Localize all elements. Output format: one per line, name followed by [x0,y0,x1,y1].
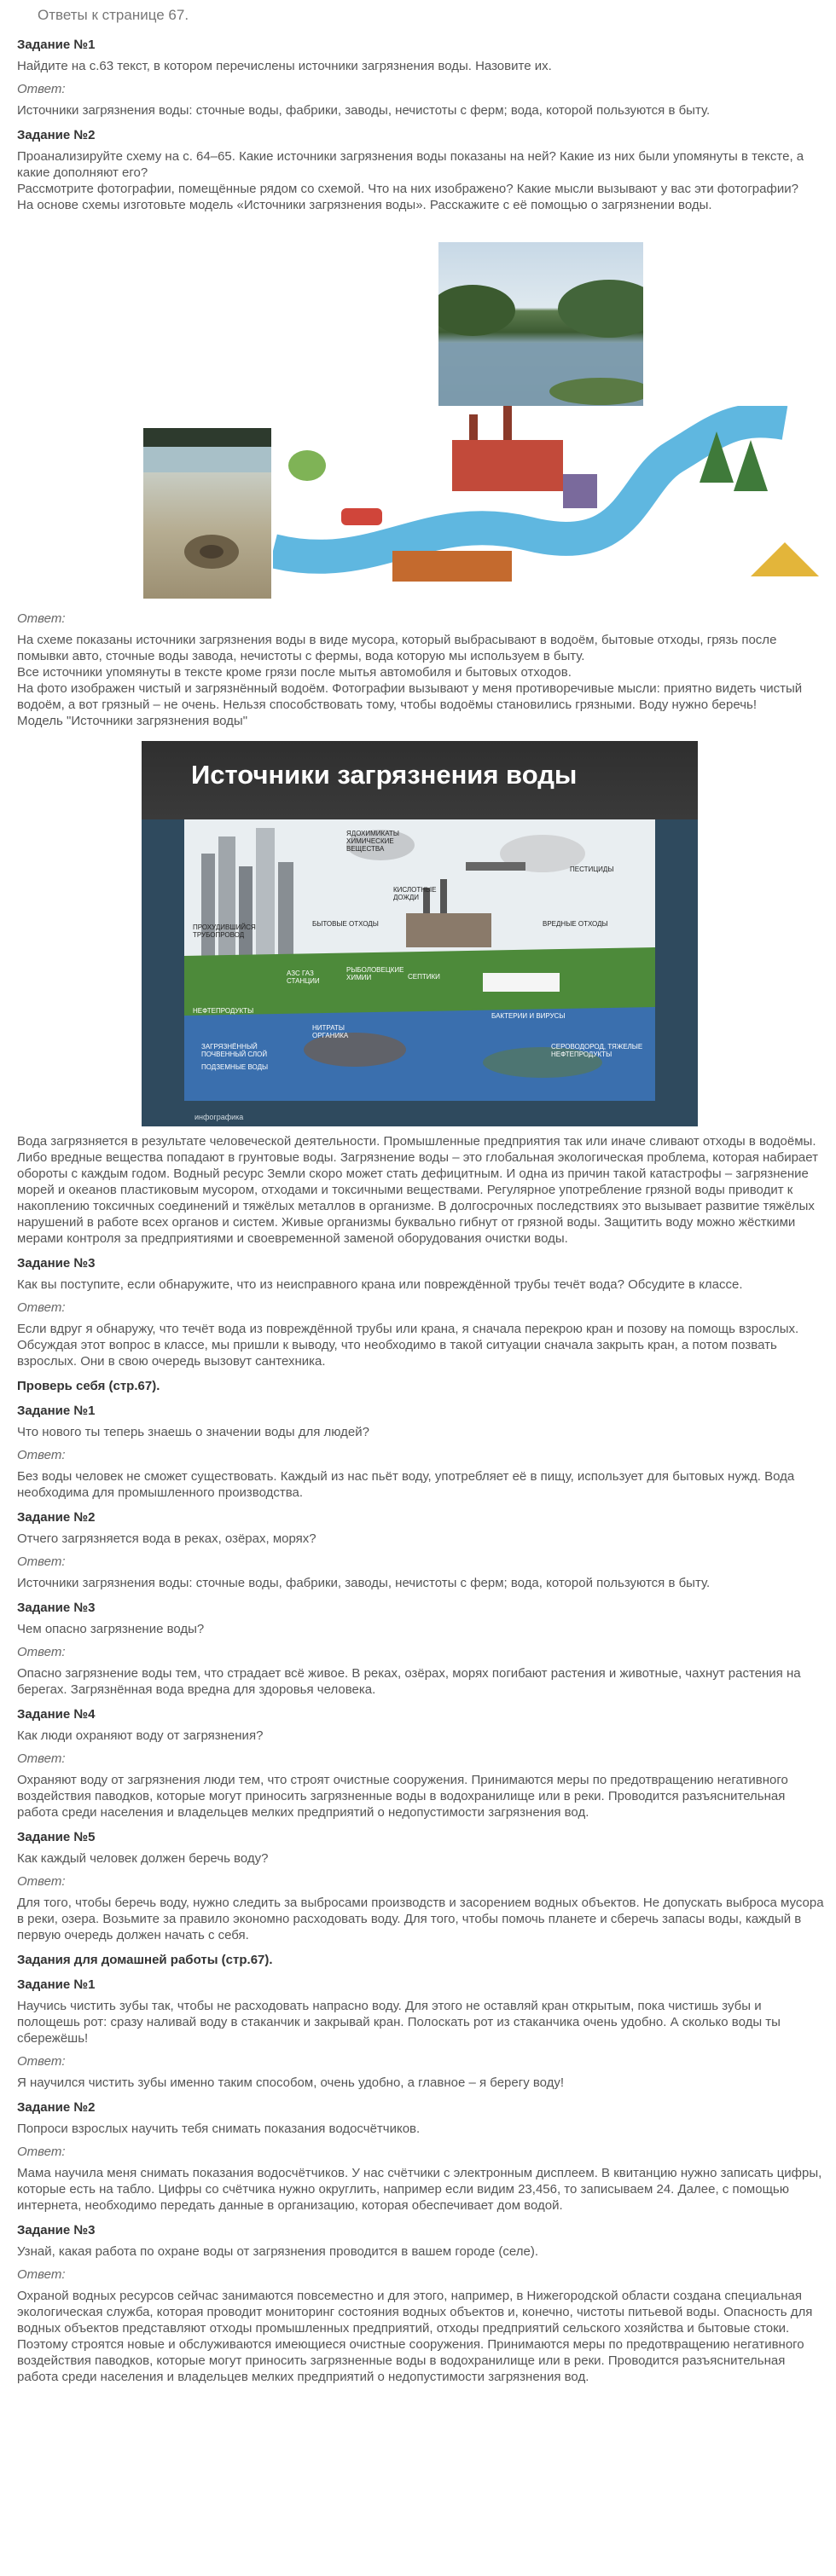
answer-line: Модель "Источники загрязнения воды" [17,714,248,728]
task-heading: Задание №1 [17,1977,96,1992]
task-text: Узнай, какая работа по охране воды от загрязнения проводится в вашем городе (селе). [17,2244,539,2259]
task-heading: Задание №1 [17,1404,96,1418]
section-heading: Проверь себя (стр.67). [17,1379,160,1393]
answer-label: Ответ: [17,2054,66,2069]
polluted-svg [143,428,271,599]
task-text: Чем опасно загрязнение воды? [17,1622,205,1636]
poster-label: БАКТЕРИИ И ВИРУСЫ [491,1012,566,1020]
section-heading: Задания для домашней работы (стр.67). [17,1953,273,1967]
answer-text: Источники загрязнения воды: сточные воды, фабрики, заводы, нечистоты с ферм; вода, которой пользуются в быту. [17,103,711,118]
poster-label: РЫБОЛОВЕЦКИЕ ХИМИИ [346,966,404,981]
task-text: Отчего загрязняется вода в реках, озёрах, морях? [17,1531,316,1546]
poster-label: СЕРОВОДОРОД, ТЯЖЕЛЫЕ НЕФТЕПРОДУКТЫ [551,1043,643,1058]
answer-text: Опасно загрязнение воды тем, что страдает всё живое. В реках, озёрах, морях погибают растения и животные, чахнут растения на берегах. Загрязнённая вода вредна для здоровья человека. [17,1666,801,1697]
answer-label: Ответ: [17,1645,66,1659]
task-text: Как каждый человек должен беречь воду? [17,1851,269,1866]
answer-label: Ответ: [17,611,66,626]
task-text: Научись чистить зубы так, чтобы не расходовать напрасно воду. Для этого не оставляй кран открытым, пока чистишь зубы и полощешь рот: сразу наливай воду в стаканчик и закрывай кран. Полоскать рот из стаканчика очень удобно. А сколько воды ты сбережёшь! [17,1999,781,2046]
poster-label: ЗАГРЯЗНЁННЫЙ ПОЧВЕННЫЙ СЛОЙ [201,1043,268,1058]
answer-line: Если вдруг я обнаружу, что течёт вода из повреждённой трубы или крана, я сначала перекрою кран и позову на помощь взрослых. [17,1322,799,1336]
answer-text: Охраняют воду от загрязнения люди тем, что строят очистные сооружения. Принимаются меры по предотвращению негативного воздействия паводков, которые могут приносить загрязненные воды в водохранилище или в реки. Проводится разъяснительная работа среди населения и владельцев мелких предприятий о недопустимости загрязнения вод. [17,1773,788,1820]
content [17,0,826,2390]
answer-line: На фото изображен чистый и загрязнённый водоём. Фотографии вызывают у меня противоречивые мысли: приятно видеть чистый водоём, а вот грязный – не очень. Нельзя способствовать тому, чтобы водоёмы становились грязными. Воду нужно беречь! [17,681,803,712]
poster-label: НЕФТЕПРОДУКТЫ [193,1007,254,1015]
answer-label: Ответ: [17,2267,66,2282]
answer-label: Ответ: [17,1874,66,1889]
answer-label: Ответ: [17,82,66,96]
poster-label: СЕПТИКИ [408,973,440,981]
answer-text: Мама научила меня снимать показания водосчётчиков. У нас счётчики с электронным дисплеем. В квитанцию нужно записать цифры, которые есть на табло. Цифры со счётчика нужно округлить, например если видим 23,456, то записываем 24. Далее, с помощью интернета, необходимо передать данные в организацию, которая обеспечивает дом водой. [17,2166,822,2213]
poster-footer: инфографика [194,1113,244,1121]
water-pollution-poster [142,741,698,1126]
task-text: Как люди охраняют воду от загрязнения? [17,1728,264,1743]
answer-label: Ответ: [17,1448,66,1462]
poster-art [184,819,655,1101]
task-heading: Задание №3 [17,1256,96,1271]
task-heading: Задание №3 [17,1601,96,1615]
task-line: Проанализируйте схему на с. 64–65. Какие источники загрязнения воды показаны на ней? Какие из них были упомянуты в тексте, а какие дополняют его? [17,149,804,180]
task-heading: Задание №3 [17,2223,96,2237]
task-heading: Задание №1 [17,38,96,52]
poster-label: ПОДЗЕМНЫЕ ВОДЫ [201,1063,269,1071]
clean-lake-svg [438,242,643,406]
task-heading: Задание №4 [17,1707,96,1722]
poster-label: БЫТОВЫЕ ОТХОДЫ [312,920,379,928]
answer-label: Ответ: [17,1751,66,1766]
answer-text: Охраной водных ресурсов сейчас занимаются повсеместно и для этого, например, в Нижегородской области создана специальная экологическая служба, которая проводит мониторинг состояния водных объектов и, конечно, чистоты питьевой воды. Опасность для водных объектов представляют отходы промышленных предприятий, отходы предприятий сельского хозяйства и бытовые стоки. Поэтому строятся новые и обслуживаются имеющиеся очистные сооружения. Принимаются меры по предотвращению негативного воздействия паводков, которые могут приносить загрязненные воды в водохранилище или в реки. Проводится разъяснительная работа среди населения и владельцев мелких предприятий о недопустимости загрязнения вод. [17,2289,813,2384]
task-heading: Задание №2 [17,1510,96,1525]
task-line: Рассмотрите фотографии, помещённые рядом со схемой. Что на них изображено? Какие мысли вызывают у вас эти фотографии? [17,182,798,196]
answer-text [17,1321,826,1369]
polluted-water-photo [143,428,271,599]
pollution-scheme-illustration [17,218,826,604]
answer-text: Без воды человек не сможет существовать. Каждый из нас пьёт воду, употребляет её в пищу, использует для бытовых нужд. Вода необходима для промышленного производства. [17,1469,795,1500]
answer-text [17,632,826,729]
poster-title: Источники загрязнения воды [191,760,578,790]
task-heading: Задание №2 [17,128,96,142]
task-heading: Задание №2 [17,2100,96,2115]
task-text: Как вы поступите, если обнаружите, что из неисправного крана или повреждённой трубы течёт вода? Обсудите в классе. [17,1277,743,1292]
answer-label: Ответ: [17,1554,66,1569]
poster-label: ПРОХУДИВШИЙСЯ ТРУБОПРОВОД [193,923,256,939]
page-title: Ответы к странице 67. [38,7,189,23]
answer-label: Ответ: [17,1300,66,1315]
task-heading: Задание №5 [17,1830,96,1844]
clean-lake-photo [438,242,643,406]
poster-panel [184,819,655,1101]
answer-text: Вода загрязняется в результате человеческой деятельности. Промышленные предприятия так или иначе сливают отходы в водоёмы. Либо вредные вещества попадают в грунтовые воды. Загрязнение воды – это глобальная экологическая проблема, которая набирает обороты с каждым годом. Водный ресурс Земли скоро может стать дефицитным. И одна из причин такой катастрофы – загрязнение морей и океанов пластиковым мусором, отходами и токсичными веществами. Регулярное употребление грязной воды приводит к накоплению токсичных соединений и тяжёлых металлов в организме. В долгосрочных последствиях это вызывает развитие тяжёлых нарушений в работе всех органов и систем. Живые организмы буквально гибнут от грязной воды. Защитить воду можно жёсткими мерами контроля за предприятиями и своевременной заменой оборудования очистки воды. [17,1134,818,1246]
task-text: Найдите на с.63 текст, в котором перечислены источники загрязнения воды. Назовите их. [17,59,552,73]
poster-label: ПЕСТИЦИДЫ [570,865,614,873]
poster-label: АЗС ГАЗ СТАНЦИИ [287,970,320,985]
answer-label: Ответ: [17,2145,66,2159]
answer-line: Все источники упомянуты в тексте кроме грязи после мытья автомобиля и бытовых отходов. [17,665,572,680]
poster-label: ВРЕДНЫЕ ОТХОДЫ [543,920,608,928]
task-line: На основе схемы изготовьте модель «Источники загрязнения воды». Расскажите с её помощью о загрязнении воды. [17,198,712,212]
answer-text: Источники загрязнения воды: сточные воды, фабрики, заводы, нечистоты с ферм; вода, которой пользуются в быту. [17,1576,711,1590]
answer-line: На схеме показаны источники загрязнения воды в виде мусора, который выбрасывают в водоём, бытовые отходы, грязь после помывки авто, сточные воды завода, нечистоты с фермы, вода которую мы используем в быту. [17,633,777,663]
poster-label: НИТРАТЫ ОРГАНИКА [312,1024,349,1039]
river-scheme-svg [273,406,836,602]
answer-text: Для того, чтобы беречь воду, нужно следить за выбросами производств и засорением водных объектов. Не допускать выброса мусора в реки, озера. Возьмите за правило экономно расходовать воду. Для того, чтобы помочь планете и сберечь запасы воды, каждый в первую очередь должен начать с себя. [17,1896,824,1942]
answer-line: Обсуждая этот вопрос в классе, мы пришли к выводу, что необходимо в такой ситуации сначала закрыть кран, а потом позвать взрослых. Они в свою очередь вызовут сантехника. [17,1338,777,1369]
task-text: Что нового ты теперь знаешь о значении воды для людей? [17,1425,369,1439]
poster-label: ЯДОХИМИКАТЫ ХИМИЧЕСКИЕ ВЕЩЕСТВА [346,830,399,853]
task-text: Попроси взрослых научить тебя снимать показания водосчётчиков. [17,2122,421,2136]
answer-text: Я научился чистить зубы именно таким способом, очень удобно, а главное – я берегу воду! [17,2075,565,2090]
poster-label: КИСЛОТНЫЕ ДОЖДИ [393,886,437,901]
task-text [17,148,826,213]
